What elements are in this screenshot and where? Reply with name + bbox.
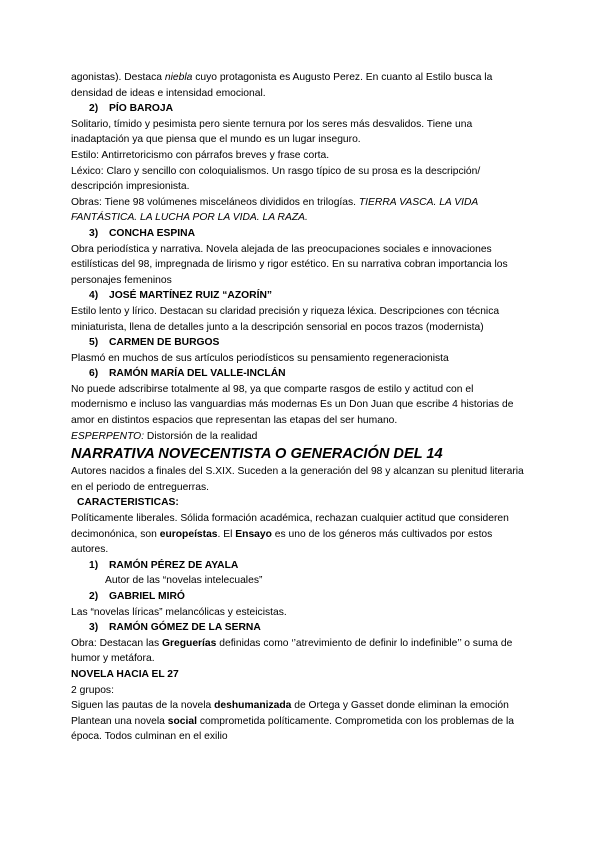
burgos-p1: Plasmó en muchos de sus artículos periodísticos su pensamiento regeneracionista [71, 352, 449, 364]
intro-niebla: niebla [164, 72, 193, 83]
heading-number: 6) [89, 368, 99, 380]
characteristics-heading: CARACTERISTICAS: [77, 497, 179, 509]
esperpento-def: Distorsión de la realidad [144, 430, 258, 442]
azorin-p1: Estilo lento y lírico. Destacan su claridad precisión y riqueza léxica. Descripciones con técnica miniaturista, llena de detalles junto a la descripción sensorial en pocos trazos (modernista) [71, 305, 500, 333]
espina-p1: Obra periodística y narrativa. Novela alejada de las preocupaciones sociales e innovaciones estilísticas del 98, impregnada de lirismo y rigor estético. En su narrativa cobran importancia los personajes femeninos [71, 243, 508, 286]
heading-espina [71, 226, 531, 242]
novela27-deshumanizada: deshumanizada [214, 700, 292, 712]
section-title-14: NARRATIVA NOVECENTISTA O GENERACIÓN DEL 14 [71, 446, 443, 463]
novela27-p3 [71, 714, 531, 745]
heading-label: PÍO BAROJA [109, 103, 174, 115]
heading-number: 5) [89, 337, 99, 349]
car-text-e: es uno de los géneros más cultivados por estos autores. [71, 528, 493, 556]
heading-number: 1) [89, 559, 99, 571]
ayala-p1: Autor de las “novelas intelecuales” [105, 575, 263, 587]
miro-p1: Las “novelas líricas” melancólicas y esteicistas. [71, 606, 287, 618]
heading-ayala [71, 558, 531, 574]
novela27-p2-c: de Ortega y Gasset donde eliminan la emoción [291, 700, 509, 712]
novela27-p2 [71, 698, 531, 714]
heading-label: GABRIEL MIRÓ [109, 591, 185, 602]
baroja-p2: Estilo: Antirretoricismo con párrafos breves y frase corta. [71, 149, 330, 161]
serna-greguerias: Greguerías [162, 637, 217, 649]
novela27-p1: 2 grupos: [71, 684, 114, 696]
car-text-c: . El [217, 528, 236, 540]
characteristics-paragraph [71, 511, 531, 558]
heading-burgos [71, 335, 531, 351]
heading-number: 3) [89, 227, 99, 239]
valle-p2 [71, 429, 531, 445]
esperpento-term: ESPERPENTO: [71, 430, 145, 442]
section14-intro: Autores nacidos a finales del S.XIX. Suceden a la generación del 98 y alcanzan su plenitud literaria en el periodo de entreguerras. [71, 466, 524, 493]
heading-novela-27: NOVELA HACIA EL 27 [71, 668, 179, 680]
baroja-p4 [71, 195, 531, 226]
intro-text-b: cuyo protagonista es Augusto Perez. En cuanto al Estilo busca la densidad de ideas e intensidad emocional. [71, 72, 493, 99]
baroja-p1: Solitario, tímido y pesimista pero siente ternura por los seres más desvalidos. Tiene una inadaptación ya que piensa que el mundo es un lugar inseguro. [71, 118, 473, 146]
heading-number: 3) [89, 622, 99, 634]
baroja-p4-works: TIERRA VASCA. LA VIDA FANTÁSTICA. LA LUCHA POR LA VIDA. LA RAZA. [71, 196, 478, 224]
baroja-p4-text: Obras: Tiene 98 volúmenes misceláneos divididos en trilogías. [71, 196, 359, 208]
intro-paragraph [71, 70, 531, 101]
novela27-social: social [167, 715, 197, 727]
car-europeistas: europeístas [159, 528, 218, 540]
valle-p1: No puede adscribirse totalmente al 98, ya que comparte rasgos de estilo y actitud con el modernismo e incluso las vanguardias más modernas Es un Don Juan que escribe 4 historias de amor en distintos espacios que representan las etapas del ser humano. [71, 383, 514, 427]
heading-baroja [71, 101, 531, 117]
heading-miro [71, 589, 531, 605]
heading-serna [71, 620, 531, 636]
novela27-p2-a: Siguen las pautas de la novela [71, 700, 215, 712]
heading-label: RAMÓN GÓMEZ DE LA SERNA [109, 622, 261, 634]
serna-text-a: Obra: Destacan las [71, 637, 162, 649]
heading-label: JOSÉ MARTÍNEZ RUIZ “AZORÍN” [109, 290, 273, 302]
baroja-p3: Léxico: Claro y sencillo con coloquialismos. Un rasgo típico de su prosa es la descripción/ descripción impresionista. [71, 165, 481, 193]
serna-p1 [71, 636, 531, 667]
heading-label: CARMEN DE BURGOS [109, 337, 220, 349]
heading-azorin [71, 288, 531, 304]
heading-label: RAMÓN MARÍA DEL VALLE-INCLÁN [109, 368, 286, 380]
serna-text-c: definidas como ‘’atrevimiento de definir lo indefinible’’ o suma de humor y metáfora. [71, 637, 513, 665]
heading-valle [71, 366, 531, 382]
heading-number: 2) [89, 103, 99, 115]
car-text-a: Políticamente liberales. Sólida formación académica, rechazan cualquier actitud que consideren decimonónica, son [71, 513, 509, 540]
intro-text-a: agonistas). Destaca [71, 72, 165, 83]
car-ensayo: Ensayo [235, 528, 272, 540]
heading-label: CONCHA ESPINA [109, 227, 196, 239]
heading-label: RAMÓN PÉREZ DE AYALA [109, 559, 239, 571]
document-body [71, 70, 531, 745]
novela27-p3-a: Plantean una novela [71, 715, 168, 727]
novela27-p3-c: comprometida políticamente. Comprometida con los problemas de la época. Todos culminan en el exilio [71, 715, 515, 743]
heading-number: 2) [89, 591, 99, 602]
heading-number: 4) [89, 290, 99, 302]
